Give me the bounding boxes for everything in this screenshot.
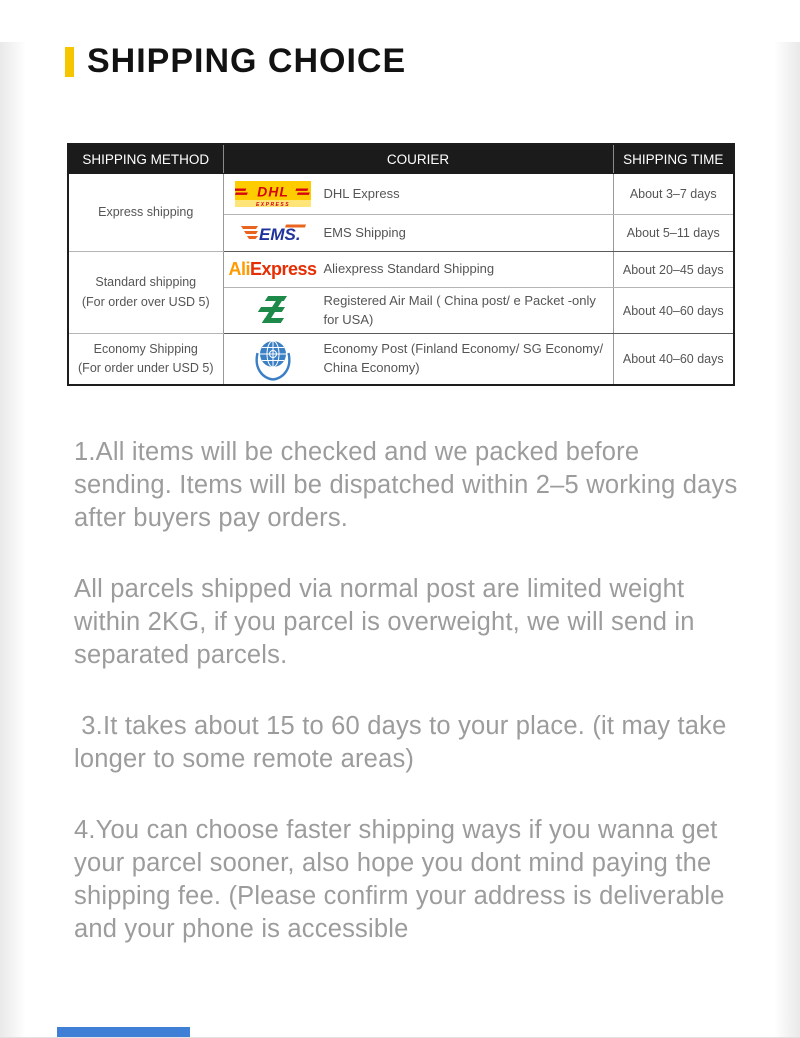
courier-cell bbox=[223, 334, 613, 386]
china-post-logo bbox=[230, 294, 316, 328]
shipping-time: About 3–7 days bbox=[613, 174, 734, 215]
page-edge-shade-left bbox=[0, 42, 26, 1038]
note-paragraph-3: 3.It takes about 15 to 60 days to your place. (it may take longer to some remote areas) bbox=[74, 712, 734, 773]
shipping-time: About 5–11 days bbox=[613, 215, 734, 252]
method-label: Express shipping bbox=[98, 204, 194, 219]
svg-text:EMS.: EMS. bbox=[258, 225, 301, 244]
courier-name: Economy Post (Finland Economy/ SG Economy/ China Economy) bbox=[323, 341, 604, 375]
ems-logo bbox=[230, 220, 316, 246]
section-header bbox=[65, 42, 800, 81]
shipping-time: About 40–60 days bbox=[613, 288, 734, 334]
method-note: (For order under USD 5) bbox=[78, 361, 214, 375]
shipping-time: About 40–60 days bbox=[613, 334, 734, 386]
courier-name: Registered Air Mail ( China post/ e Packet -only for USA) bbox=[323, 292, 596, 327]
page-title: SHIPPING CHOICE bbox=[87, 42, 407, 80]
column-header-shipping-method: SHIPPING METHOD bbox=[68, 144, 223, 174]
courier-name: EMS Shipping bbox=[323, 224, 406, 240]
courier-name: DHL Express bbox=[323, 185, 400, 201]
method-note: (For order over USD 5) bbox=[81, 294, 210, 309]
svg-text:DHL: DHL bbox=[256, 183, 289, 200]
table-row bbox=[68, 174, 734, 215]
method-cell-standard bbox=[68, 252, 223, 334]
method-cell-economy bbox=[68, 334, 223, 386]
method-cell-express bbox=[68, 174, 223, 252]
method-label: Standard shipping bbox=[95, 275, 197, 290]
shipping-table bbox=[67, 143, 735, 386]
courier-cell bbox=[223, 174, 613, 215]
method-label: Economy Shipping bbox=[93, 341, 198, 356]
shipping-info-page bbox=[0, 42, 800, 1038]
page-edge-shade-right bbox=[774, 42, 800, 1038]
note-paragraph-2: All parcels shipped via normal post are limited weight within 2KG, if you parcel is overweight, we will send in separated parcels. bbox=[74, 575, 702, 669]
table-row bbox=[68, 252, 734, 288]
column-header-shipping-time: SHIPPING TIME bbox=[613, 144, 734, 174]
column-header-courier: COURIER bbox=[223, 144, 613, 174]
aliexpress-logo: AliExpress bbox=[228, 259, 317, 279]
note-paragraph-4: 4.You can choose faster shipping ways if you wanna get your parcel sooner, also hope you dont mind paying the shipping fee. (Please confirm your address is deliverable and your phone is accessible bbox=[74, 816, 732, 943]
courier-cell bbox=[223, 215, 613, 252]
courier-cell bbox=[223, 252, 613, 288]
table-row bbox=[68, 334, 734, 386]
dhl-logo bbox=[230, 181, 316, 207]
courier-cell bbox=[223, 288, 613, 334]
courier-name: Aliexpress Standard Shipping bbox=[323, 261, 495, 277]
un-logo bbox=[230, 336, 316, 382]
note-paragraph-1: 1.All items will be checked and we packed before sending. Items will be dispatched within 2–5 working days after buyers pay orders. bbox=[74, 438, 745, 532]
title-accent-bar bbox=[65, 47, 74, 77]
shipping-notes bbox=[74, 436, 745, 946]
table-header-row bbox=[68, 144, 734, 174]
shipping-time: About 20–45 days bbox=[613, 252, 734, 288]
svg-text:EXPRESS: EXPRESS bbox=[255, 202, 290, 207]
